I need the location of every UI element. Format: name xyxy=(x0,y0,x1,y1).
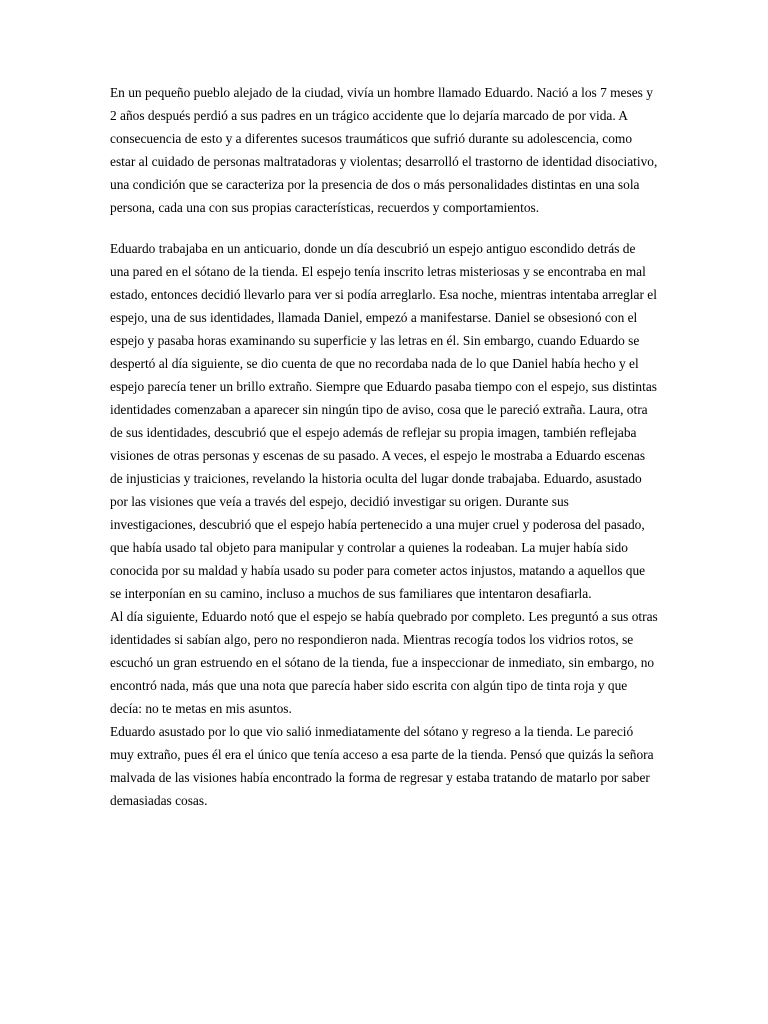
paragraph-4: Eduardo asustado por lo que vio salió inmediatamente del sótano y regreso a la tienda. Le pareció muy extraño, pues él era el único que tenía acceso a esa parte de la tienda. Pensó que quizás la señora malvada de las visiones había encontrado la forma de regresar y estaba tratando de matarlo por saber demasiadas cosas. xyxy=(110,724,654,808)
paragraph-spacer xyxy=(110,219,658,237)
paragraph-3: Al día siguiente, Eduardo notó que el espejo se había quebrado por completo. Les preguntó a sus otras identidades si sabían algo, pero no respondieron nada. Mientras recogía todos los vidrios rotos, se escuchó un gran estruendo en el sótano de la tienda, fue a inspeccionar de inmediato, sin embargo, no encontró nada, más que una nota que parecía haber sido escrita con algún tipo de tinta roja y que decía: no te metas en mis asuntos. xyxy=(110,609,658,716)
paragraph-2: Eduardo trabajaba en un anticuario, donde un día descubrió un espejo antiguo escondido detrás de una pared en el sótano de la tienda. El espejo tenía inscrito letras misteriosas y se encontraba en mal estado, entonces decidió llevarlo para ver si podía arreglarlo. Esa noche, mientras intentaba arreglar el espejo, una de sus identidades, llamada Daniel, empezó a manifestarse. Daniel se obsesionó con el espejo y pasaba horas examinando su superficie y las letras en él. Sin embargo, cuando Eduardo se despertó al día siguiente, se dio cuenta de que no recordaba nada de lo que Daniel había hecho y el espejo parecía tener un brillo extraño. Siempre que Eduardo pasaba tiempo con el espejo, sus distintas identidades comenzaban a aparecer sin ningún tipo de aviso, cosa que le pareció extraña. Laura, otra de sus identidades, descubrió que el espejo además de reflejar su propia imagen, también reflejaba visiones de otras personas y escenas de su pasado. A veces, el espejo le mostraba a Eduardo escenas de injusticias y traiciones, revelando la historia oculta del lugar donde trabajaba. Eduardo, asustado por las visiones que veía a través del espejo, decidió investigar su origen. Durante sus investigaciones, descubrió que el espejo había pertenecido a una mujer cruel y poderosa del pasado, que había usado tal objeto para manipular y controlar a quienes la rodeaban. La mujer había sido conocida por su maldad y había usado su poder para cometer actos injustos, matando a aquellos que se interponían en su camino, incluso a muchos de sus familiares que intentaron desafiarla. xyxy=(110,241,657,601)
document-body xyxy=(110,81,658,812)
paragraph-1: En un pequeño pueblo alejado de la ciudad, vivía un hombre llamado Eduardo. Nació a los 7 meses y 2 años después perdió a sus padres en un trágico accidente que lo dejaría marcado de por vida. A consecuencia de esto y a diferentes sucesos traumáticos que sufrió durante su adolescencia, como estar al cuidado de personas maltratadoras y violentas; desarrolló el trastorno de identidad disociativo, una condición que se caracteriza por la presencia de dos o más personalidades distintas en una sola persona, cada una con sus propias características, recuerdos y comportamientos. xyxy=(110,85,658,215)
